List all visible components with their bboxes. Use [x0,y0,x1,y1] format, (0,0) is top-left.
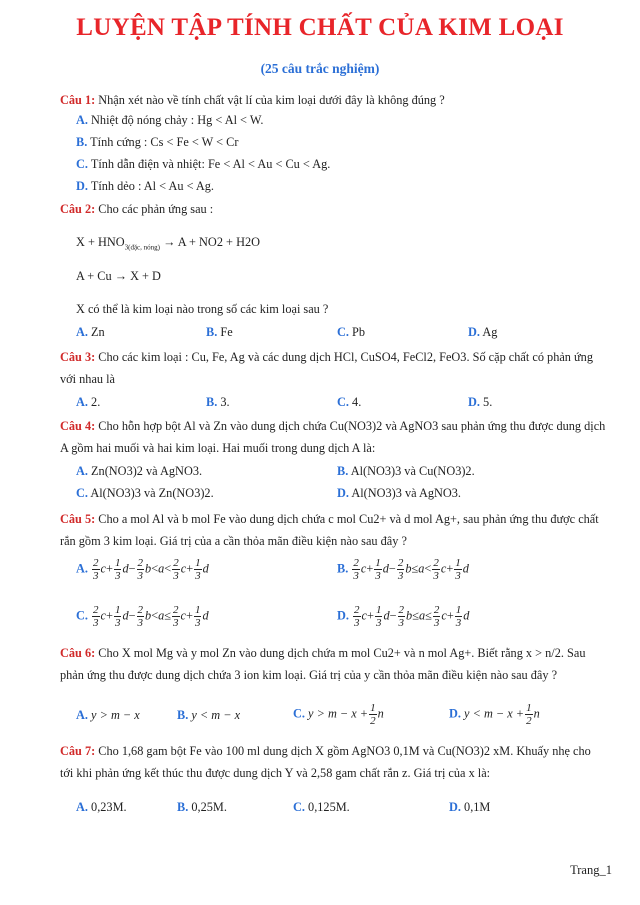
option-label: C. [76,608,88,623]
option-b[interactable] [76,135,238,150]
question-text: Cho a mol Al và b mol Fe vào dung dịch chứa c mol Cu2+ và d mol Ag+, sau phản ứng thu được chất [98,512,599,526]
operator: < [424,561,432,576]
numerator: 1 [114,604,121,616]
fraction [114,557,122,582]
variable: c [180,561,187,576]
operator: ≤ [164,608,172,623]
option-b[interactable] [177,708,240,723]
option-label: B. [76,135,88,149]
option-label: A. [76,708,88,722]
option-label: C. [76,157,88,171]
option-text: Nhiệt độ nóng chảy : Hg < Al < W. [91,113,264,127]
option-label: B. [337,561,349,576]
option-a[interactable] [76,800,127,815]
question-label: Câu 2: [60,202,96,216]
option-a[interactable] [76,325,105,340]
option-text: y < m − x + [464,706,525,721]
denominator: 3 [433,617,440,629]
question-text: Nhận xét nào về tính chất vật lí của kim loại dưới đây là không đúng ? [98,93,445,107]
numerator: 2 [354,604,360,616]
variable: a [418,608,426,623]
question-6 [60,646,585,661]
fraction [525,702,533,727]
question-text: với nhau là [60,372,115,386]
option-text: y < m − x [191,708,241,722]
numerator: 2 [137,557,144,569]
question-label: Câu 4: [60,419,96,433]
question-1 [60,93,445,108]
numerator: 1 [375,557,381,569]
variable: n [377,706,384,721]
option-text: y > m − x + [308,706,369,721]
denominator: 3 [354,617,360,629]
option-text: y > m − x [91,708,140,722]
option-text: Fe [220,325,233,339]
variable: c [180,608,187,623]
variable: c [360,561,367,576]
numerator: 2 [173,604,179,616]
variable: d [202,608,209,623]
denominator: 3 [173,617,179,629]
option-a[interactable] [76,464,202,479]
option-label: A. [76,464,88,478]
subscript: 2 [244,235,252,249]
variable: d [463,608,470,623]
option-text: Al(NO3)3 và Cu(NO3)2. [350,464,475,478]
numerator: 1 [114,557,121,569]
operator: < [164,561,172,576]
option-b[interactable] [337,464,475,479]
option-label: C. [337,395,349,409]
fraction [172,557,180,582]
fraction [137,604,145,629]
reaction-1 [76,235,260,250]
fraction [114,604,122,629]
operator: + [367,608,374,623]
variable: d [122,608,129,623]
option-label: A. [76,561,88,576]
fraction [374,557,382,582]
operator: − [389,608,397,623]
option-text: 3. [220,395,230,409]
operator: + [186,561,194,576]
operator: + [106,561,113,576]
option-label: D. [337,486,349,500]
numerator: 2 [433,604,440,616]
operator: ≤ [425,608,432,623]
option-c[interactable] [293,702,384,727]
option-d[interactable] [76,179,214,194]
numerator: 1 [370,702,376,714]
option-c[interactable] [76,604,209,629]
option-label: D. [337,608,349,623]
option-d[interactable] [337,604,469,629]
variable: c [440,561,447,576]
numerator: 1 [375,604,382,616]
fraction [398,604,406,629]
option-text: 5. [483,395,493,409]
option-text: Tính cứng : Cs < Fe < W < Cr [90,135,239,149]
operator: + [366,561,374,576]
option-a[interactable] [76,113,263,128]
variable: d [122,561,129,576]
numerator: 1 [526,702,532,714]
fraction [369,702,377,727]
variable: b [405,561,412,576]
fraction [92,604,100,629]
fraction [432,557,440,582]
option-label: A. [76,800,88,814]
denominator: 3 [398,617,405,629]
question-label: Câu 7: [60,744,96,758]
option-a[interactable] [76,395,100,410]
option-a[interactable] [76,708,140,723]
variable: c [361,608,368,623]
option-label: D. [449,706,461,721]
option-d[interactable] [449,702,540,727]
option-text: 0,1M [464,800,491,814]
denominator: 3 [375,617,382,629]
numerator: 2 [353,557,359,569]
option-label: C. [293,706,305,721]
fraction [194,557,202,582]
option-d[interactable] [337,486,461,501]
option-text: 0,125M. [308,800,350,814]
option-label: A. [76,113,88,127]
option-label: B. [177,708,189,722]
page-number: Trang_1 [570,863,612,877]
option-label: A. [76,325,88,339]
reaction-text: X + HNO [76,235,125,249]
fraction [433,604,441,629]
question-2 [60,202,213,217]
variable: n [533,706,540,721]
reaction-2: A + Cu → X + D [76,269,161,283]
option-label: A. [76,395,88,409]
question-label: Câu 1: [60,93,96,107]
variable: d [202,561,209,576]
option-text: Zn(NO3)2 và AgNO3. [91,464,203,478]
fraction [92,557,100,582]
option-label: D. [449,800,461,814]
option-c[interactable] [337,395,361,410]
option-b[interactable] [206,325,233,340]
operator: + [446,561,454,576]
question-text: A gồm hai muối và hai kim loại. Hai muối trong dung dịch A là: [60,441,376,455]
operator: + [186,608,193,623]
denominator: 3 [397,570,404,582]
question-4 [60,419,605,434]
option-text: 0,25M. [191,800,227,814]
option-d[interactable] [468,325,497,340]
question-5 [60,512,599,527]
option-label: C. [337,325,349,339]
question-text: tới khi phản ứng kết thúc thu được dung dịch Y và 2,58 gam chất rắn z. Giá trị của x là: [60,766,491,780]
denominator: 3 [194,617,201,629]
question-label: Câu 5: [60,512,96,526]
question-text: Cho hỗn hợp bột Al và Zn vào dung dịch chứa Cu(NO3)2 và AgNO3 sau phản ứng thu được dung dịch [98,419,606,433]
option-text: 0,23M. [91,800,127,814]
variable: d [382,561,389,576]
operator: − [388,561,396,576]
option-text: Tính dẻo : Al < Au < Ag. [90,179,215,193]
option-text: Tính dẫn điện và nhiệt: Fe < Al < Au < Cu < Ag. [90,157,331,171]
option-label: D. [468,325,480,339]
fraction [375,604,383,629]
variable: b [145,608,152,623]
fraction [455,604,463,629]
option-b[interactable] [337,557,469,582]
numerator: 1 [195,557,201,569]
denominator: 3 [353,570,359,582]
fraction [397,557,405,582]
fraction [172,604,180,629]
option-label: D. [76,179,88,193]
option-label: C. [76,486,88,500]
denominator: 2 [526,715,532,727]
operator: < [151,608,159,623]
question-text: phản ứng thu được dung dịch chứa 3 ion kim loại. Giá trị của y cần thỏa mãn điều kiện nào sau đây ? [60,668,558,682]
reaction-text: → A + NO [163,235,217,249]
option-c[interactable] [76,486,214,501]
operator: ≤ [412,608,419,623]
question-text: rắn gồm 3 kim loại. Giá trị của a cần thỏa mãn điều kiện nào sau đây ? [60,534,407,548]
numerator: 2 [93,604,99,616]
operator: < [151,561,159,576]
option-text: Al(NO3)3 và Zn(NO3)2. [90,486,214,500]
denominator: 3 [93,570,99,582]
option-d[interactable] [468,395,492,410]
question-3 [60,350,593,365]
numerator: 2 [137,604,144,616]
fraction [194,604,202,629]
question-label: Câu 6: [60,646,96,660]
numerator: 1 [194,604,201,616]
denominator: 3 [195,570,201,582]
operator: − [128,561,136,576]
fraction [454,557,462,582]
denominator: 3 [93,617,99,629]
option-text: Al(NO3)3 và AgNO3. [351,486,462,500]
variable: d [462,561,469,576]
reaction-text: + H [222,235,245,249]
option-label: B. [206,325,218,339]
variable: b [406,608,413,623]
option-label: B. [206,395,218,409]
numerator: 1 [455,557,461,569]
operator: − [128,608,136,623]
option-label: D. [468,395,480,409]
operator: + [106,608,113,623]
question-7 [60,744,591,759]
fraction [352,557,360,582]
option-a[interactable] [76,557,209,582]
variable: b [145,561,152,576]
fraction [137,557,145,582]
numerator: 2 [173,557,179,569]
denominator: 2 [370,715,376,727]
numerator: 2 [93,557,99,569]
option-text: 4. [352,395,362,409]
option-b[interactable] [177,800,227,815]
reaction-condition: 3(đặc, nóng) [124,243,160,252]
operator: ≤ [411,561,419,576]
option-text: Pb [352,325,366,339]
variable: a [158,608,165,623]
numerator: 2 [433,557,439,569]
option-c[interactable] [293,800,350,815]
option-c[interactable] [76,157,330,172]
numerator: 1 [455,604,462,616]
denominator: 3 [455,617,462,629]
option-label: B. [177,800,189,814]
denominator: 3 [137,570,144,582]
denominator: 3 [137,617,144,629]
fraction [353,604,361,629]
question-text: Cho các kim loại : Cu, Fe, Ag và các dung dịch HCl, CuSO4, FeCl2, FeO3. Số cặp chất có phản ứng [98,350,593,364]
variable: a [418,561,425,576]
option-label: B. [337,464,349,478]
option-b[interactable] [206,395,230,410]
option-text: 2. [91,395,101,409]
variable: d [383,608,390,623]
option-text: Ag [482,325,498,339]
page-title: LUYỆN TẬP TÍNH CHẤT CỦA KIM LOẠI [76,14,564,41]
variable: c [441,608,447,623]
denominator: 3 [173,570,179,582]
question-text: Cho các phản ứng sau : [98,202,214,216]
question-label: Câu 3: [60,350,96,364]
numerator: 2 [398,604,405,616]
option-c[interactable] [337,325,365,340]
question-text: Cho 1,68 gam bột Fe vào 100 ml dung dịch X gồm AgNO3 0,1M và Cu(NO3)2 xM. Khuấy nhẹ cho [98,744,591,758]
reaction-text: O [251,235,260,249]
subscript: 2 [216,235,223,249]
page-subtitle: (25 câu trắc nghiệm) [260,61,380,76]
denominator: 3 [433,570,439,582]
variable: c [100,561,107,576]
denominator: 3 [455,570,461,582]
numerator: 2 [397,557,404,569]
question-text: Cho X mol Mg và y mol Zn vào dung dịch chứa m mol Cu2+ và n mol Ag+. Biết rằng x > n/2. Sau [98,646,586,660]
denominator: 3 [375,570,381,582]
question-text: X có thể là kim loại nào trong số các kim loại sau ? [76,302,329,316]
denominator: 3 [114,617,121,629]
option-label: C. [293,800,305,814]
variable: c [100,608,107,623]
variable: a [158,561,165,576]
option-text: Zn [91,325,105,339]
denominator: 3 [114,570,121,582]
option-d[interactable] [449,800,490,815]
operator: + [446,608,454,623]
